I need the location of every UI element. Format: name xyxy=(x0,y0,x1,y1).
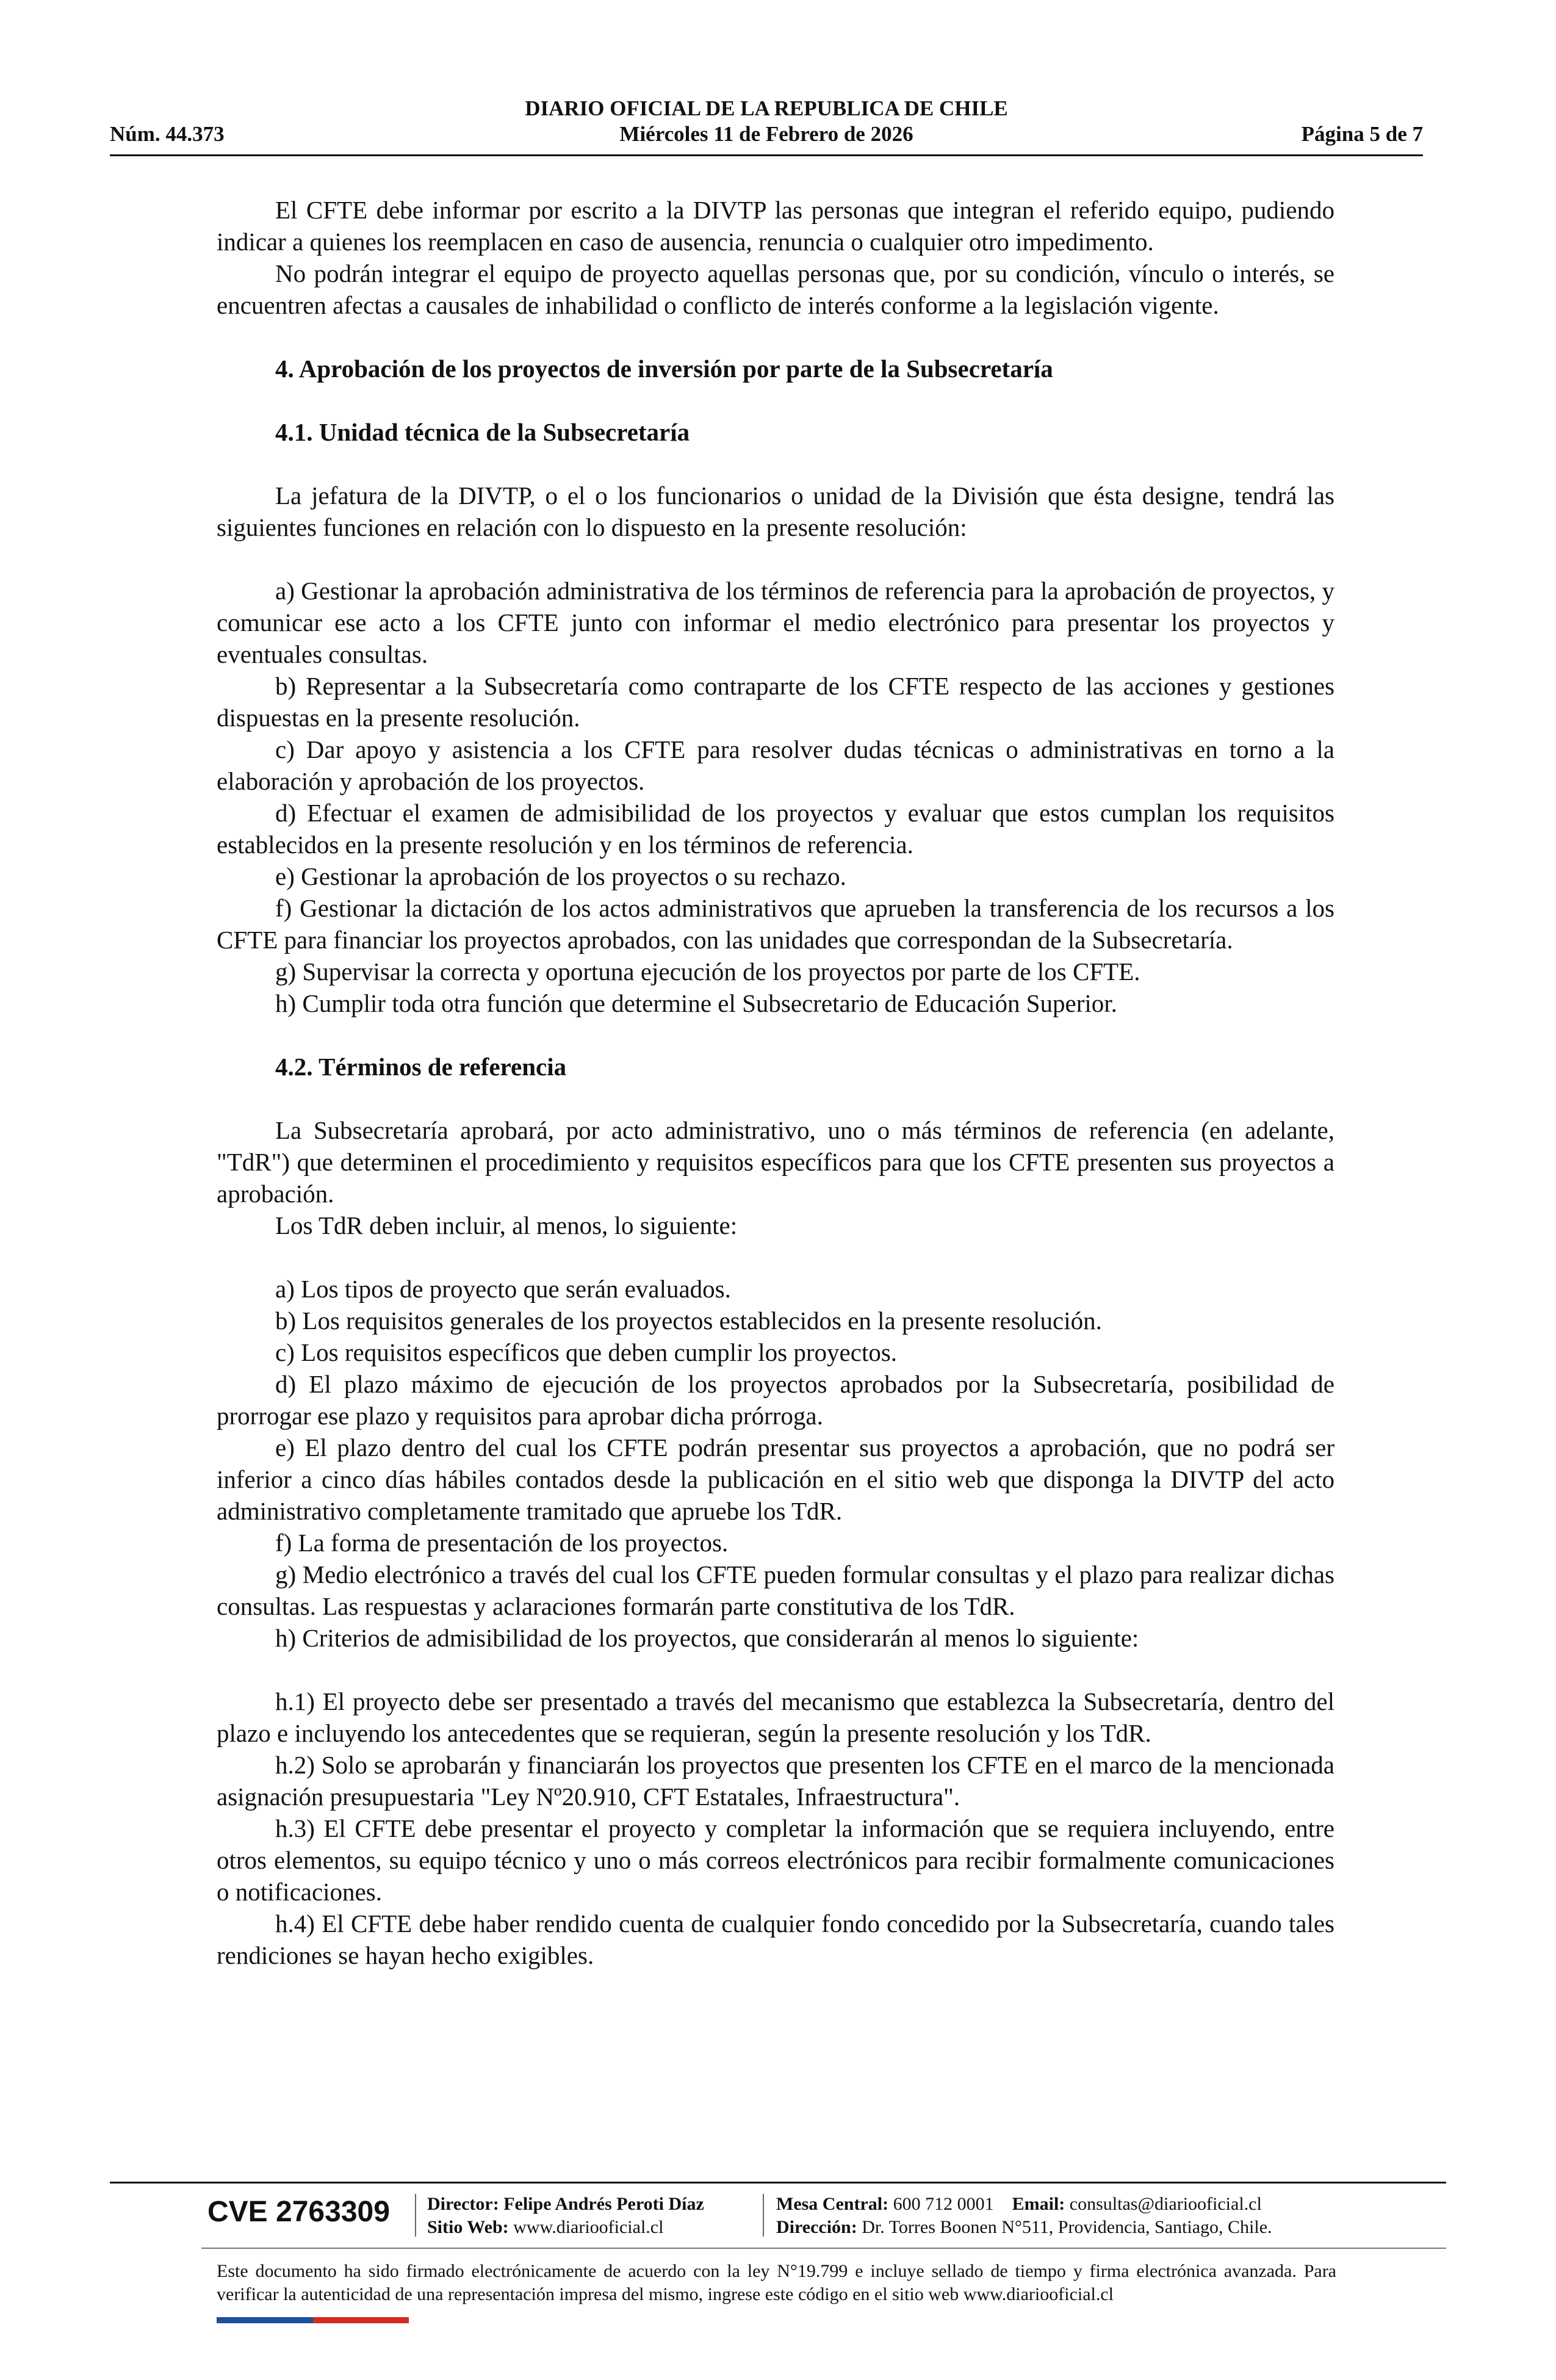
signature-disclaimer: Este documento ha sido firmado electrónicamente de acuerdo con la ley N°19.799 e incluye sellado de tiempo y firma electrónica avanzada. Para verificar la autenticidad de una representación impresa del mismo, ingrese este código en el sitio web www.diariooficial.cl xyxy=(217,2261,1336,2304)
cve-code: CVE 2763309 xyxy=(207,2196,390,2228)
issue-number: Núm. 44.373 xyxy=(110,122,225,146)
phone-number: 600 712 0001 xyxy=(893,2194,994,2214)
header-divider xyxy=(110,154,1423,156)
paragraph: Los TdR deben incluir, al menos, lo siguiente: xyxy=(275,1211,738,1239)
paragraph: La Subsecretaría aprobará, por acto administrativo, uno o más términos de referencia (en adelante, "TdR") que determinen el procedimiento y requisitos específicos para que los CFTE presenten sus proyectos a aprobación. xyxy=(217,1116,1334,1208)
footer-director-block xyxy=(427,2193,704,2239)
list-item: e) Gestionar la aprobación de los proyectos o su rechazo. xyxy=(275,862,846,890)
sub-list-item: h.3) El CFTE debe presentar el proyecto y completar la información que se requiera incluyendo, entre otros elementos, su equipo técnico y uno o más correos electrónicos para recibir formalmente comunicaciones o notificaciones. xyxy=(217,1814,1334,1906)
list-item: f) La forma de presentación de los proyectos. xyxy=(275,1529,729,1557)
list-item: g) Supervisar la correcta y oportuna ejecución de los proyectos por parte de los CFTE. xyxy=(275,957,1140,986)
list-item: a) Los tipos de proyecto que serán evaluados. xyxy=(275,1275,731,1303)
page-number: Página 5 de 7 xyxy=(1301,122,1423,146)
list-item: c) Dar apoyo y asistencia a los CFTE para resolver dudas técnicas o administrativas en torno a la elaboración y aprobación de los proyectos. xyxy=(217,735,1334,795)
list-item: f) Gestionar la dictación de los actos administrativos que aprueben la transferencia de los recursos a los CFTE para financiar los proyectos aprobados, con las unidades que correspondan de la Subsecretaría. xyxy=(217,894,1334,954)
paragraph: No podrán integrar el equipo de proyecto aquellas personas que, por su condición, vínculo o interés, se encuentren afectas a causales de inhabilidad o conflicto de interés conforme a la legislación vigente. xyxy=(217,259,1334,319)
page-footer xyxy=(110,2182,1446,2328)
list-item: e) El plazo dentro del cual los CFTE podrán presentar sus proyectos a aprobación, que no podrá ser inferior a cinco días hábiles contados desde la publicación en el sitio web que disponga la DIVTP del acto administrativo completamente tramitado que apruebe los TdR. xyxy=(217,1433,1334,1525)
web-label: Sitio Web: xyxy=(427,2217,509,2237)
list-item: g) Medio electrónico a través del cual los CFTE pueden formular consultas y el plazo para realizar dichas consultas. Las respuestas y aclaraciones formarán parte constitutiva de los TdR. xyxy=(217,1560,1334,1620)
list-item: d) El plazo máximo de ejecución de los proyectos aprobados por la Subsecretaría, posibilidad de prorrogar ese plazo y requisitos para aprobar dicha prórroga. xyxy=(217,1370,1334,1430)
color-stripe xyxy=(361,2317,409,2323)
address: Dr. Torres Boonen N°511, Providencia, Santiago, Chile. xyxy=(862,2217,1272,2237)
issue-date: Miércoles 11 de Febrero de 2026 xyxy=(619,122,913,146)
director-name: Felipe Andrés Peroti Díaz xyxy=(503,2194,704,2214)
email-link[interactable]: consultas@diariooficial.cl xyxy=(1069,2194,1262,2214)
list-item: c) Los requisitos específicos que deben cumplir los proyectos. xyxy=(275,1338,898,1366)
footer-contact-block xyxy=(776,2193,1272,2239)
color-stripe xyxy=(265,2317,313,2323)
flag-color-bar xyxy=(217,2317,409,2323)
section-heading-4-2: 4.2. Términos de referencia xyxy=(275,1053,567,1081)
list-item: a) Gestionar la aprobación administrativa de los términos de referencia para la aprobación de proyectos, y comunicar ese acto a los CFTE junto con informar el medio electrónico para presentar los proyectos y eventuales consultas. xyxy=(217,577,1334,668)
paragraph: El CFTE debe informar por escrito a la DIVTP las personas que integran el referido equipo, pudiendo indicar a quienes los reemplacen en caso de ausencia, renuncia o cualquier otro impedimento. xyxy=(217,196,1334,256)
mesa-label: Mesa Central: xyxy=(776,2194,889,2214)
list-item: h) Criterios de admisibilidad de los proyectos, que considerarán al menos lo siguiente: xyxy=(275,1624,1139,1652)
section-heading-4-1: 4.1. Unidad técnica de la Subsecretaría xyxy=(275,418,690,446)
director-label: Director: xyxy=(427,2194,499,2214)
section-heading-4: 4. Aprobación de los proyectos de inversión por parte de la Subsecretaría xyxy=(275,355,1053,383)
sub-list-item: h.2) Solo se aprobarán y financiarán los proyectos que presenten los CFTE en el marco de la mencionada asignación presupuestaria "Ley Nº20.910, CFT Estatales, Infraestructura". xyxy=(217,1751,1334,1811)
sub-list-item: h.4) El CFTE debe haber rendido cuenta de cualquier fondo concedido por la Subsecretaría, cuando tales rendiciones se hayan hecho exigibles. xyxy=(217,1909,1334,1969)
list-item: h) Cumplir toda otra función que determine el Subsecretario de Educación Superior. xyxy=(275,989,1117,1017)
list-item: b) Representar a la Subsecretaría como contraparte de los CFTE respecto de las acciones y gestiones dispuestas en la presente resolución. xyxy=(217,672,1334,732)
email-label: Email: xyxy=(1012,2194,1065,2214)
paragraph: La jefatura de la DIVTP, o el o los funcionarios o unidad de la División que ésta designe, tendrá las siguientes funciones en relación con lo dispuesto en la presente resolución: xyxy=(217,481,1334,541)
footer-separator xyxy=(763,2194,764,2237)
page-header xyxy=(110,92,1423,159)
address-label: Dirección: xyxy=(776,2217,857,2237)
list-item: b) Los requisitos generales de los proyectos establecidos en la presente resolución. xyxy=(275,1307,1102,1335)
footer-divider xyxy=(201,2248,1446,2249)
color-stripe xyxy=(217,2317,265,2323)
list-item: d) Efectuar el examen de admisibilidad de los proyectos y evaluar que estos cumplan los requisitos establecidos en la presente resolución y en los términos de referencia. xyxy=(217,799,1334,859)
color-stripe xyxy=(313,2317,361,2323)
website-link[interactable]: www.diariooficial.cl xyxy=(513,2217,664,2237)
footer-separator xyxy=(415,2194,416,2237)
sub-list-item: h.1) El proyecto debe ser presentado a través del mecanismo que establezca la Subsecretaría, dentro del plazo e incluyendo los antecedentes que se requieran, según la presente resolución y los TdR. xyxy=(217,1687,1334,1747)
document-body xyxy=(217,194,1334,1971)
footer-divider xyxy=(110,2182,1446,2183)
publication-title: DIARIO OFICIAL DE LA REPUBLICA DE CHILE xyxy=(525,96,1008,120)
